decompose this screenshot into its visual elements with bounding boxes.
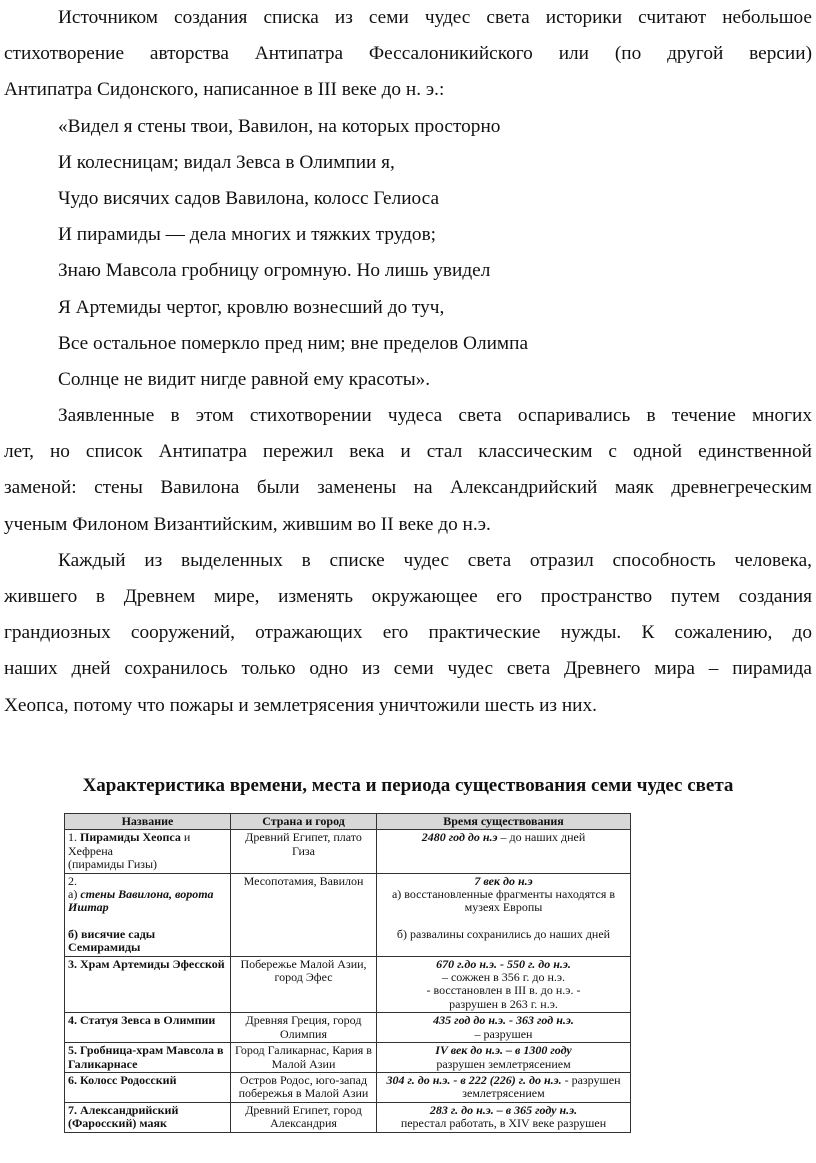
table-row (65, 830, 631, 873)
cell-name: 1. Пирамиды Хеопса и Хефрена (пирамиды Гизы) (65, 830, 231, 873)
poem-line: И колесницам; видал Зевса в Олимпии я, (58, 151, 395, 173)
poem-line: Чудо висячих садов Вавилона, колосс Гелиоса (58, 187, 440, 209)
cell-time: 670 г.до н.э. - 550 г. до н.э. – сожжен в 356 г. до н.э. - восстановлен в III в. до н.э. - разрушен в 263 г. н.э. (377, 956, 631, 1013)
text-line: Антипатра Сидонского, написанное в III веке до н. э.: (4, 79, 445, 101)
wonders-table (64, 813, 631, 1133)
cell-place: Древний Египет, плато Гиза (231, 830, 377, 873)
text-line: заменой: стены Вавилона были заменены на Александрийский маяк древнегреческим (4, 477, 812, 499)
table-row (65, 1102, 631, 1132)
poem-line: И пирамиды — дела многих и тяжких трудов; (58, 224, 437, 246)
header-place: Страна и город (231, 814, 377, 830)
table-row (65, 956, 631, 1013)
poem-line: Все остальное померкло пред ним; вне пределов Олимпа (58, 332, 528, 354)
header-name: Название (65, 814, 231, 830)
poem-line: «Видел я стены твои, Вавилон, на которых просторно (58, 115, 501, 137)
cell-name: 7. Александрийский (Фаросский) маяк (65, 1102, 231, 1132)
cell-time: 435 год до н.э. - 363 год н.э. – разрушен (377, 1013, 631, 1043)
table-header-row (65, 814, 631, 830)
cell-place: Остров Родос, юго-запад побережья в Малой Азии (231, 1072, 377, 1102)
poem-line: Солнце не видит нигде равной ему красоты». (58, 368, 431, 390)
text-line: стихотворение авторства Антипатра Фессалоникийского или (по другой версии) (4, 43, 812, 65)
text-line: Каждый из выделенных в списке чудес света отразил способность человека, (58, 549, 812, 571)
cell-time: IV век до н.э. – в 1300 году разрушен землетрясением (377, 1043, 631, 1073)
table-row (65, 1043, 631, 1073)
text-line: лет, но список Антипатра пережил века и стал классическим с одной единственной (4, 441, 812, 463)
poem-line: Я Артемиды чертог, кровлю вознесший до туч, (58, 296, 445, 318)
body-text (4, 0, 812, 724)
cell-name: 3. Храм Артемиды Эфесской (65, 956, 231, 1013)
poem-line: Знаю Мавсола гробницу огромную. Но лишь увидел (58, 260, 491, 282)
text-line: Заявленные в этом стихотворении чудеса света оспаривались в течение многих (58, 405, 812, 427)
cell-place: Город Галикарнас, Кария в Малой Азии (231, 1043, 377, 1073)
table-row (65, 873, 631, 956)
text-line: наших дней сохранилось только одно из семи чудес света Древнего мира – пирамида (4, 658, 812, 680)
cell-place: Месопотамия, Вавилон (231, 873, 377, 956)
table-row (65, 1013, 631, 1043)
cell-name: 2. а) стены Вавилона, ворота Иштар б) висячие сады Семирамиды (65, 873, 231, 956)
cell-place: Древняя Греция, город Олимпия (231, 1013, 377, 1043)
cell-name: 5. Гробница-храм Мавсола в Галикарнасе (65, 1043, 231, 1073)
cell-name: 4. Статуя Зевса в Олимпии (65, 1013, 231, 1043)
header-time: Время существования (377, 814, 631, 830)
table-row (65, 1072, 631, 1102)
cell-name: 6. Колосс Родосский (65, 1072, 231, 1102)
text-line: Хеопса, потому что пожары и землетрясения уничтожили шесть из них. (4, 694, 597, 716)
cell-place: Побережье Малой Азии, город Эфес (231, 956, 377, 1013)
text-line: грандиозных сооружений, отражающих его практические нужды. К сожалению, до (4, 622, 812, 644)
text-line: жившего в Древнем мире, изменять окружающее его пространство путем создания (4, 586, 812, 607)
cell-time: 7 век до н.э а) восстановленные фрагменты находятся в музеях Европы б) развалины сохранились до наших дней (377, 873, 631, 956)
text-line: Источником создания списка из семи чудес света историки считают небольшое (58, 7, 812, 28)
text-line: ученым Филоном Византийским, жившим во II веке до н.э. (4, 513, 491, 535)
cell-time: 283 г. до н.э. – в 365 году н.э. перестал работать, в XIV веке разрушен (377, 1102, 631, 1132)
cell-time: 2480 год до н.э – до наших дней (377, 830, 631, 873)
cell-place: Древний Египет, город Александрия (231, 1102, 377, 1132)
table-heading: Характеристика времени, места и периода существования семи чудес света (82, 775, 734, 796)
cell-time: 304 г. до н.э. - в 222 (226) г. до н.э. - разрушен землетрясением (377, 1072, 631, 1102)
